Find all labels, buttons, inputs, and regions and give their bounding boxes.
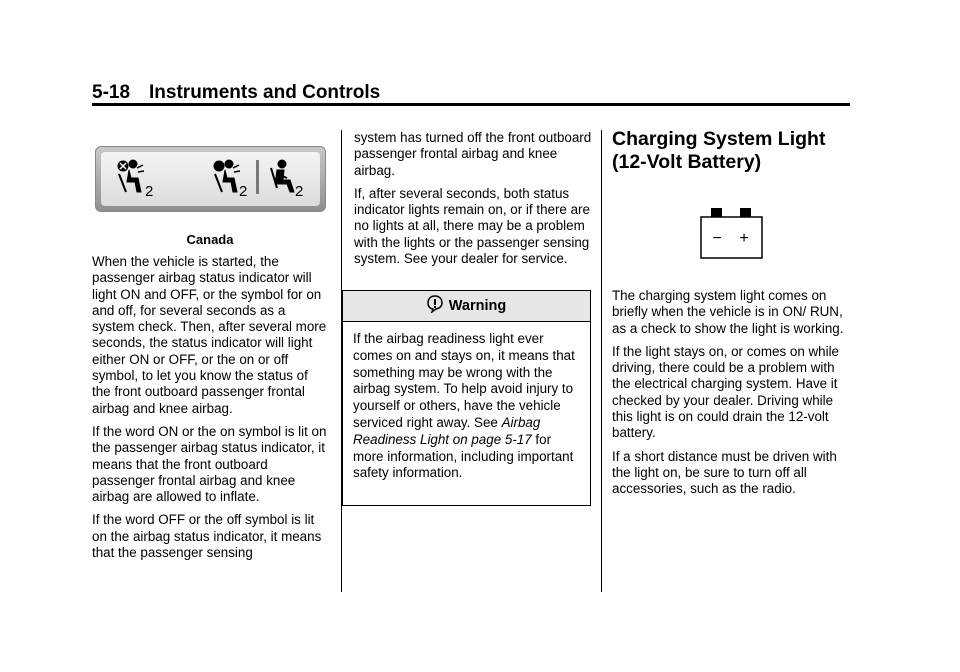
header-rule — [92, 103, 850, 106]
col1-paragraph-3: If the word OFF or the off symbol is lit on the airbag status indicator, it means that the passenger sensing — [92, 512, 322, 561]
charging-system-heading: Charging System Light (12-Volt Battery) — [612, 128, 826, 173]
seatbelt-airbag-icon — [271, 160, 294, 192]
column-2 — [354, 130, 592, 274]
col1-paragraph-2: If the word ON or the on symbol is lit on the passenger airbag status indicator, it means that the front outboard passenger frontal airbag and knee airbag are allowed to inflate. — [92, 423, 327, 505]
passenger-airbag-on-icon — [214, 160, 240, 192]
page-number: 5-18 — [92, 82, 131, 103]
icon-digit-1: 2 — [145, 183, 154, 200]
col3-paragraph-3: If a short distance must be driven with the light on, be sure to turn off all accessories, such as the radio. — [612, 448, 837, 497]
column-divider-right — [601, 130, 602, 592]
col3-paragraph-1: The charging system light comes on briefly when the vehicle is in ON/ RUN, as a check to show the light is working. — [612, 288, 844, 336]
warning-header — [343, 291, 590, 322]
battery-icon — [700, 207, 764, 259]
col3-paragraph-2: If the light stays on, or comes on while driving, there could be a problem with the electrical charging system. Have it checked by your dealer. Driving while this light is on could drain the 12-volt battery. — [612, 343, 840, 441]
col2-paragraph-2: If, after several seconds, both status indicator lights remain on, or if there are no lights at all, there may be a problem with the lights or the passenger sensing system. See your dealer for service. — [354, 185, 590, 267]
section-title: Instruments and Controls — [149, 82, 381, 103]
page-header — [92, 82, 380, 104]
warning-box — [342, 290, 591, 506]
airbag-status-indicator-figure — [95, 146, 326, 212]
col1-paragraph-1: When the vehicle is started, the passenger airbag status indicator will light ON and OFF, or the symbol for on and off, for several seconds as a system check. Then, after several more seconds, the status indicator will light either ON or OFF, or the on or off symbol, to let you know the status of the front outboard passenger frontal airbag and knee airbag. — [92, 254, 327, 416]
column-1 — [92, 254, 328, 568]
icon-digit-3: 2 — [295, 183, 304, 200]
passenger-airbag-off-icon — [118, 160, 144, 192]
panel-separator — [256, 160, 259, 194]
airbag-readiness-link[interactable]: Airbag Readiness Light on page 5-17 — [353, 414, 541, 447]
warning-icon — [427, 295, 443, 313]
battery-plus: + — [739, 230, 749, 247]
column-3 — [612, 288, 852, 505]
warning-text — [353, 331, 579, 482]
icon-digit-2: 2 — [239, 183, 248, 200]
warning-text-before: If the airbag readiness light ever comes on and stays on, it means that something may be wrong with the airbag system. To help avoid injury to yourself or others, have the vehicle serviced right away. See — [353, 331, 575, 430]
figure-caption: Canada — [186, 232, 234, 247]
airbag-indicator-icons — [101, 152, 320, 206]
battery-minus: − — [712, 230, 722, 247]
col2-paragraph-1: system has turned off the front outboard passenger frontal airbag and knee airbag. — [354, 130, 592, 178]
warning-title: Warning — [448, 298, 507, 314]
warning-text-after: for more information, including important safety information. — [353, 431, 574, 481]
